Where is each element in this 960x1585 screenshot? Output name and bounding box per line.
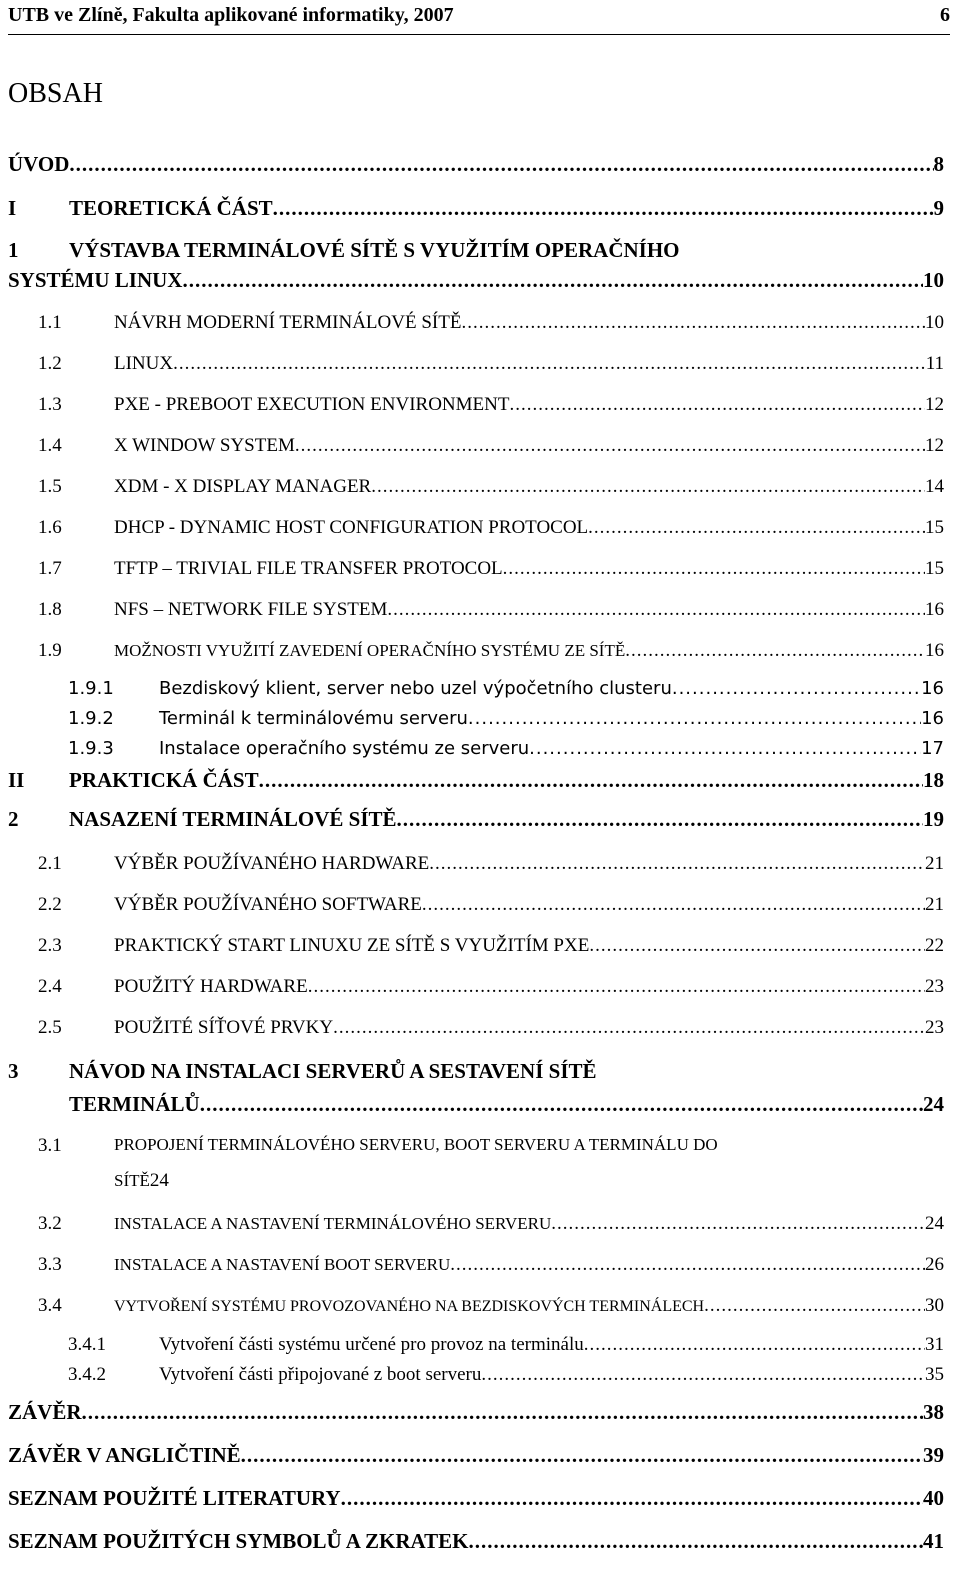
toc-entry-1-9[interactable]: 1.9 MOŽNOSTI VYUŽITÍ ZAVEDENÍ OPERAČNÍHO SYSTÉMU ZE SÍTĚ ..... 16 bbox=[0, 640, 944, 668]
toc-entry-1-3[interactable]: 1.3 PXE - PREBOOT EXECUTION ENVIRONMENT ..... 12 bbox=[0, 394, 944, 422]
page-title: OBSAH bbox=[8, 78, 103, 109]
toc-entry-2[interactable]: 2 NASAZENÍ TERMINÁLOVÉ SÍTĚ ..... 19 bbox=[0, 807, 944, 835]
toc-entry-literatura[interactable]: SEZNAM POUŽITÉ LITERATURY ..... 40 bbox=[0, 1486, 944, 1514]
header-page-number: 6 bbox=[940, 4, 950, 26]
toc-entry-3-4-2[interactable]: 3.4.2 Vytvoření části připojované z boot serveru ..... 35 bbox=[0, 1364, 944, 1392]
toc-entry-1-line1: VÝSTAVBA TERMINÁLOVÉ SÍTĚ S VYUŽITÍM OPERAČNÍHO bbox=[69, 238, 680, 262]
toc-entry-3-1-number: 3.1 bbox=[38, 1135, 62, 1156]
toc-entry-part-1[interactable]: I TEORETICKÁ ČÁST ..... 9 bbox=[0, 196, 944, 224]
toc-entry-2-2[interactable]: 2.2 VÝBĚR POUŽÍVANÉHO SOFTWARE ..... 21 bbox=[0, 894, 944, 922]
toc-entry-1-4[interactable]: 1.4 X WINDOW SYSTEM ..... 12 bbox=[0, 435, 944, 463]
toc-entry-1-8[interactable]: 1.8 NFS – NETWORK FILE SYSTEM ..... 16 bbox=[0, 599, 944, 627]
toc-entry-3-line1: NÁVOD NA INSTALACI SERVERŮ A SESTAVENÍ SÍTĚ bbox=[69, 1059, 597, 1083]
toc-entry-2-5[interactable]: 2.5 POUŽITÉ SÍŤOVÉ PRVKY ..... 23 bbox=[0, 1017, 944, 1045]
toc-entry-1-9-1[interactable]: 1.9.1 Bezdiskový klient, server nebo uzel výpočetního clusteru ..... 16 bbox=[0, 678, 944, 706]
toc-entry-3[interactable]: TERMINÁLŮ ..... 24 bbox=[0, 1092, 944, 1120]
toc-entry-zaver[interactable]: ZÁVĚR ..... 38 bbox=[0, 1400, 944, 1428]
header-title: UTB ve Zlíně, Fakulta aplikované informatiky, 2007 bbox=[8, 4, 454, 26]
toc-entry-1[interactable]: SYSTÉMU LINUX ..... 10 bbox=[0, 268, 944, 296]
toc-entry-2-4[interactable]: 2.4 POUŽITÝ HARDWARE ..... 23 bbox=[0, 976, 944, 1004]
toc-entry-1-1[interactable]: 1.1 NÁVRH MODERNÍ TERMINÁLOVÉ SÍTĚ ..... 10 bbox=[0, 312, 944, 340]
toc-entry-3-3[interactable]: 3.3 INSTALACE A NASTAVENÍ BOOT SERVERU ..... 26 bbox=[0, 1254, 944, 1282]
toc-entry-zaver-anglictine[interactable]: ZÁVĚR V ANGLIČTINĚ ..... 39 bbox=[0, 1443, 944, 1471]
toc-entry-1-5[interactable]: 1.5 XDM - X DISPLAY MANAGER ..... 14 bbox=[0, 476, 944, 504]
toc-entry-3-4[interactable]: 3.4 VYTVOŘENÍ SYSTÉMU PROVOZOVANÉHO NA BEZDISKOVÝCH TERMINÁLECH ..... 30 bbox=[0, 1295, 944, 1323]
toc-entry-3-2[interactable]: 3.2 INSTALACE A NASTAVENÍ TERMINÁLOVÉHO SERVERU ..... 24 bbox=[0, 1213, 944, 1241]
toc-entry-1-7[interactable]: 1.7 TFTP – TRIVIAL FILE TRANSFER PROTOCOL ..... 15 bbox=[0, 558, 944, 586]
toc-entry-1-9-3[interactable]: 1.9.3 Instalace operačního systému ze serveru ..... 17 bbox=[0, 738, 944, 766]
toc-entry-3-1-line1: PROPOJENÍ TERMINÁLOVÉHO SERVERU, BOOT SERVERU A TERMINÁLU DO bbox=[114, 1135, 718, 1154]
toc-entry-3-number: 3 bbox=[8, 1059, 19, 1083]
toc-entry-symboly[interactable]: SEZNAM POUŽITÝCH SYMBOLŮ A ZKRATEK ..... 41 bbox=[0, 1529, 944, 1557]
toc-entry-uvod[interactable]: ÚVOD ..... 8 bbox=[0, 152, 944, 180]
toc-entry-1-9-2[interactable]: 1.9.2 Terminál k terminálovému serveru ..... 16 bbox=[0, 708, 944, 736]
toc-entry-part-2[interactable]: II PRAKTICKÁ ČÁST ..... 18 bbox=[0, 768, 944, 796]
toc-entry-1-number: 1 bbox=[8, 238, 19, 262]
toc-entry-1-2[interactable]: 1.2 LINUX ..... 11 bbox=[0, 353, 944, 381]
toc-entry-2-1[interactable]: 2.1 VÝBĚR POUŽÍVANÉHO HARDWARE ..... 21 bbox=[0, 853, 944, 881]
toc-entry-1-6[interactable]: 1.6 DHCP - DYNAMIC HOST CONFIGURATION PROTOCOL ..... 15 bbox=[0, 517, 944, 545]
toc-entry-3-1[interactable]: SÍTĚ24 bbox=[114, 1170, 169, 1191]
toc-entry-3-4-1[interactable]: 3.4.1 Vytvoření části systému určené pro provoz na terminálu ..... 31 bbox=[0, 1334, 944, 1362]
toc-entry-2-3[interactable]: 2.3 PRAKTICKÝ START LINUXU ZE SÍTĚ S VYUŽITÍM PXE ..... 22 bbox=[0, 935, 944, 963]
